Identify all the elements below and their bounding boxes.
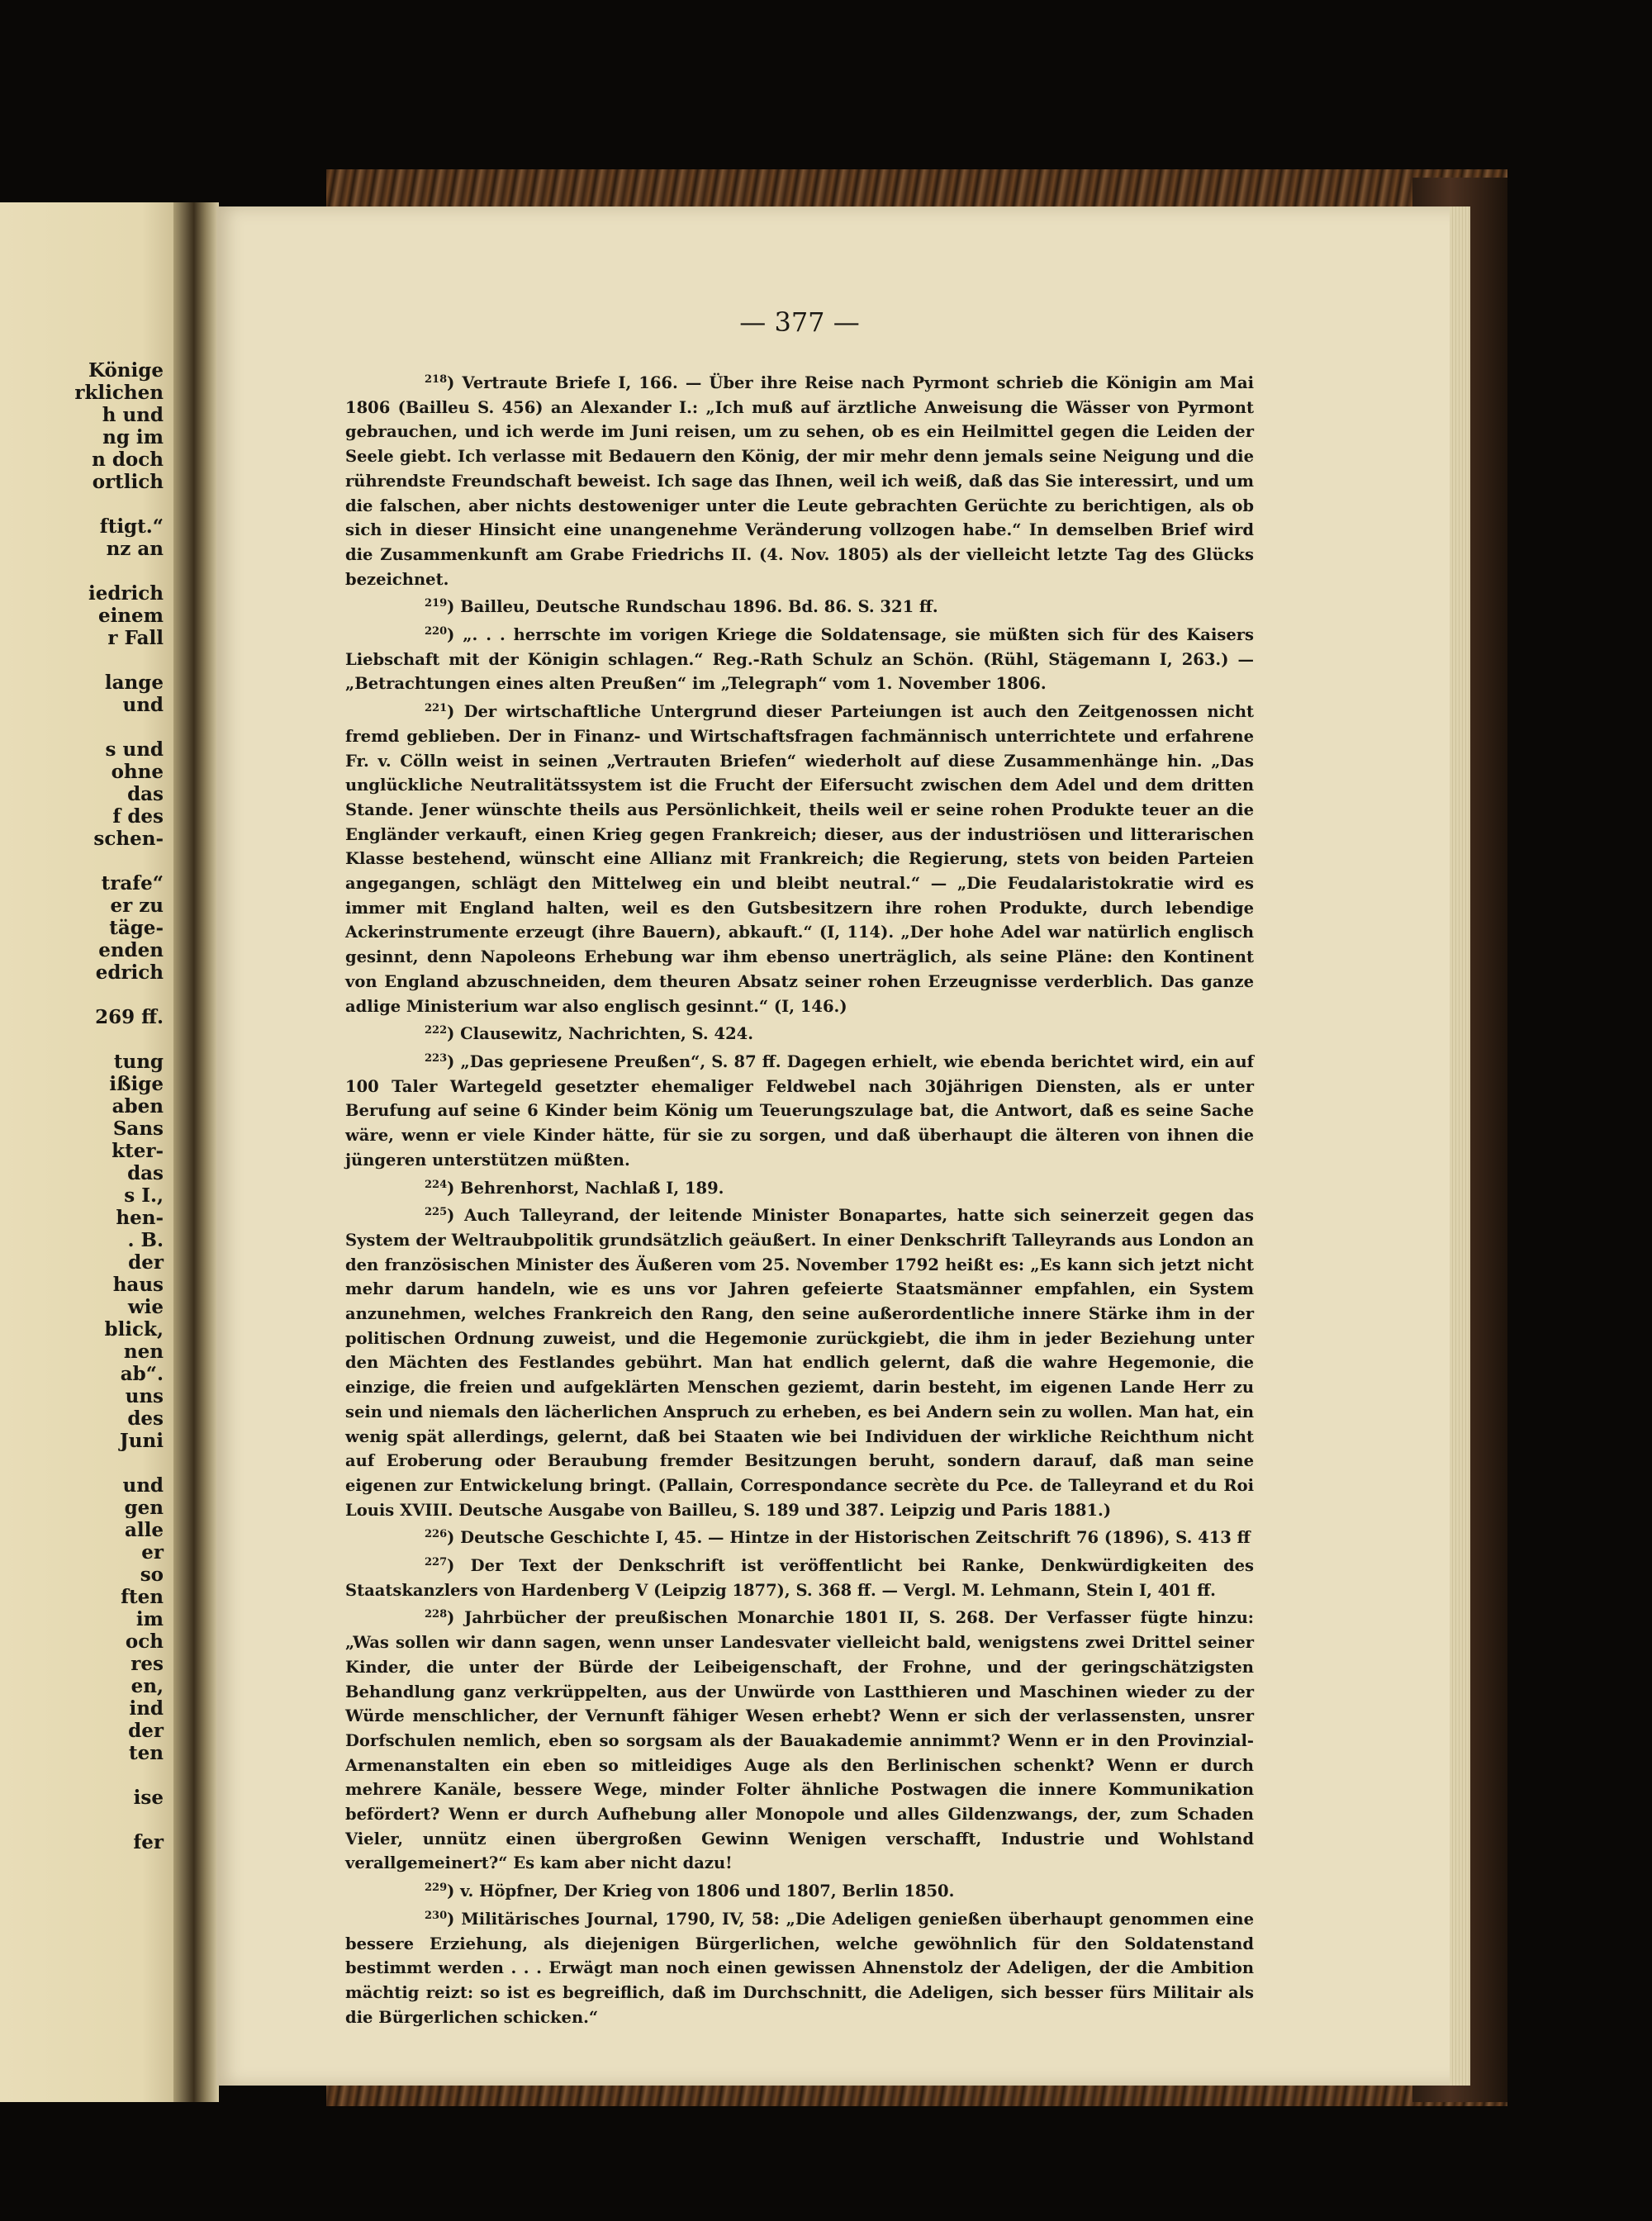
footnote-text: v. Höpfner, Der Krieg von 1806 und 1807, Berlin 1850. [460, 1882, 955, 1901]
footnote-number: 225 [425, 1206, 448, 1219]
page-content [345, 301, 1254, 2029]
left-page-line: Könige [88, 359, 164, 382]
left-page-line: f des [112, 805, 164, 828]
left-page-line: ab“. [120, 1363, 164, 1385]
left-page-line: ißige [109, 1073, 164, 1095]
left-page-line [0, 1452, 164, 1474]
left-page-line: fer [133, 1831, 164, 1853]
footnote-text: Vertraute Briefe I, 166. — Über ihre Reise nach Pyrmont schrieb die Königin am Mai 1806 (Bailleu S. 456) an Alexander I.: „Ich muß auf ärztliche Anweisung die Wässer von Pyrmont gebrauchen, und ich werde im Juni reisen, um zu sehen, ob es ein Heilmittel gegen die Leiden der Seele giebt. Ich verlasse mit Bedauern den König, der mir mehr denn jemals seine Neigung und die rührendste Freundschaft beweist. Ich sage das Ihnen, weil ich weiß, daß das Sie interessirt, und um die falschen, aber nichts destoweniger unter die Leute gebrachten Gerüchte zu berichtigen, als ob sich in dieser Hinsicht eine unangenehme Veränderung vollzogen habe.“ In demselben Brief wird die Zusammenkunft am Grabe Friedrichs II. (4. Nov. 1805) als der vielleicht letzte Tag des Glücks bezeichnet. [345, 373, 1255, 589]
left-page-line: tung [113, 1051, 164, 1073]
left-page-line: hen- [116, 1207, 164, 1229]
left-page-line: rklichen [74, 382, 164, 404]
footnote-number: 227 [425, 1556, 448, 1569]
left-page-line: das [127, 1162, 164, 1184]
footnote-230 [345, 1904, 1254, 2030]
footnote-marker: ) [447, 625, 463, 645]
left-page-line: iedrich [88, 582, 164, 605]
footnote-221 [345, 696, 1254, 1018]
footnote-219 [345, 591, 1254, 619]
left-page-line: und [122, 1474, 164, 1497]
left-page-line: täge- [109, 917, 164, 939]
left-page-line: kter- [112, 1140, 164, 1162]
left-page-line: uns [125, 1385, 164, 1407]
left-page-line: en, [131, 1675, 164, 1697]
left-page-line [0, 493, 164, 515]
left-page-line [0, 1028, 164, 1051]
footnote-number: 219 [425, 597, 448, 610]
footnote-number: 224 [425, 1178, 448, 1191]
left-page-line [0, 716, 164, 738]
footnote-text: Der Text der Denkschrift ist veröffentlicht bei Ranke, Denkwürdigkeiten des Staatskanzlers von Hardenberg V (Leipzig 1877), S. 368 ff. — Vergl. M. Lehmann, Stein I, 401 ff. [345, 1556, 1255, 1600]
left-page-line: ortlich [92, 471, 164, 493]
footnote-220 [345, 619, 1254, 696]
footnote-marker: ) [447, 1608, 465, 1628]
footnote-marker: ) [447, 1206, 464, 1226]
left-page-line: ind [129, 1697, 164, 1720]
left-page-line: einem [97, 605, 164, 627]
footnote-number: 230 [425, 1909, 448, 1922]
book-gutter [173, 202, 219, 2102]
left-page-line: res [131, 1653, 164, 1675]
footnote-number: 220 [425, 625, 448, 638]
footnote-marker: ) [447, 1909, 462, 1929]
left-page-line: alle [124, 1519, 164, 1541]
footnote-number: 228 [425, 1608, 448, 1621]
left-page-line: . B. [127, 1229, 164, 1251]
left-page-line: aben [112, 1095, 164, 1118]
footnote-227 [345, 1550, 1254, 1602]
left-page-line: ftigt.“ [99, 515, 164, 538]
left-page-line: wie [127, 1296, 164, 1318]
footnote-229 [345, 1876, 1254, 1904]
left-page-line: blick, [104, 1318, 164, 1341]
footnote-number: 222 [425, 1024, 448, 1037]
left-page-line: schen- [93, 828, 164, 850]
footnote-marker: ) [447, 1556, 471, 1576]
left-page-line: nen [123, 1341, 164, 1363]
left-page-line: haus [112, 1274, 164, 1296]
left-page-line: der [128, 1720, 164, 1742]
left-page-line: im [135, 1608, 164, 1630]
footnote-marker: ) [447, 1024, 461, 1044]
footnote-228 [345, 1602, 1254, 1876]
left-page-line: lange [104, 672, 164, 694]
left-page-line: edrich [95, 961, 164, 984]
left-page [0, 202, 178, 2102]
left-page-line: r Fall [107, 627, 164, 649]
footnote-222 [345, 1018, 1254, 1046]
left-page-line: der [128, 1251, 164, 1274]
footnote-text: Behrenhorst, Nachlaß I, 189. [460, 1178, 724, 1198]
footnote-marker: ) [447, 1528, 461, 1548]
left-page-line: ise [133, 1787, 164, 1809]
footnote-text: Clausewitz, Nachrichten, S. 424. [460, 1024, 754, 1044]
left-page-line: gen [124, 1497, 164, 1519]
left-page-line: ng im [102, 426, 164, 448]
left-page-line [0, 1764, 164, 1787]
footnote-text: Bailleu, Deutsche Rundschau 1896. Bd. 86. S. 321 ff. [460, 597, 938, 617]
footnote-marker: ) [447, 702, 464, 722]
left-page-line: ften [121, 1586, 164, 1608]
footnote-marker: ) [447, 1178, 461, 1198]
footnote-number: 223 [425, 1051, 448, 1065]
left-page-line: s I., [124, 1184, 164, 1207]
left-page-line: er zu [110, 895, 164, 917]
page-edges [1450, 206, 1470, 2086]
left-page-line: n doch [92, 448, 164, 471]
footnote-number: 229 [425, 1882, 448, 1895]
footnotes [345, 368, 1254, 2029]
left-page-line [0, 984, 164, 1006]
footnote-number: 221 [425, 702, 448, 715]
footnote-224 [345, 1173, 1254, 1201]
left-page-line: das [127, 783, 164, 805]
footnote-text: „. . . herrschte im vorigen Kriege die Soldatensage, sie müßten sich für des Kaisers Liebschaft mit der Königin schlagen.“ Reg.-Rath Schulz an Schön. (Rühl, Stägemann I, 263.) — „Betrachtungen eines alten Preußen“ im „Telegraph“ vom 1. November 1806. [345, 625, 1254, 694]
footnote-marker: ) [447, 373, 463, 392]
left-page-line [0, 649, 164, 672]
footnote-225 [345, 1200, 1254, 1522]
footnote-number: 218 [425, 373, 448, 386]
left-page-line: Sans [112, 1118, 164, 1140]
footnote-218 [345, 368, 1254, 591]
footnote-marker: ) [447, 597, 461, 617]
left-page-line [0, 850, 164, 872]
left-page-line: h und [102, 404, 164, 426]
left-page-line [0, 1809, 164, 1831]
left-page-line: och [125, 1630, 164, 1653]
left-page-line: ohne [111, 761, 164, 783]
left-page-line: enden [98, 939, 164, 961]
footnote-marker: ) [447, 1051, 461, 1071]
footnote-text: Der wirtschaftliche Untergrund dieser Parteiungen ist auch den Zeitgenossen nicht fremd geblieben. Der in Finanz- und Wirtschaftsfragen fachmännisch unterrichtete und erfahrene Fr. v. Cölln weist in seinen „Vertrauten Briefen“ wiederholt auf diese Zusammenhänge hin. „Das unglückliche Neutralitätssystem ist die Frucht der Eifersucht zwischen dem Adel und dem dritten Stande. Jener wünschte theils aus Persönlichkeit, theils weil er seine rohen Produkte teuer an die Engländer verkauft, einen Krieg gegen Frankreich; dieser, aus der industriösen und litterarischen Klasse bestehend, wünscht eine Allianz mit Frankreich; die Regierung, stets von beiden Parteien angegangen, schlägt den Mittelweg ein und bleibt neutral.“ — „Die Feudalaristokratie wird es immer mit England halten, weil es den Gutsbesitzern ihre rohen Produkte, durch lebendige Ackerinstrumente erzeugt (ihre Bauern), abkauft.“ (I, 114). „Der hohe Adel war natürlich englisch gesinnt, denn Napoleons Erhebung war ihm ebenso unerträglich, als seine Pläne: den Kontinent von England abzuschneiden, dem theuren Absatz seiner rohen Erzeugnisse verderblich. Das ganze adlige Ministerium war also englisch gesinnt.“ (I, 146.) [345, 702, 1255, 1016]
footnote-223 [345, 1046, 1254, 1173]
footnote-text: Jahrbücher der preußischen Monarchie 1801 II, S. 268. Der Verfasser fügte hinzu: „Was sollen wir dann sagen, wenn unser Landesvater vielleicht bald, wenigstens zwei Drittel seiner Kinder, die unter der Bürde der Leibeigenschaft, der Frohne, und der geringschätzigsten Behandlung ganz verkrüppelten, aus der Unwürde von Lastthieren und Maschinen wieder zu der Würde menschlicher, der Vernunft fähiger Wesen erhebt? Wenn er sich der verlassensten, unsrer Dorfschulen nemlich, eben so sorgsam als der Bauakademie annimmt? Wenn er in den Provinzial-Armenanstalten ein eben so mitleidiges Auge als den Berlinischen schenkt? Wenn er durch mehrere Kanäle, bessere Wege, minder Folter ähnliche Postwagen die innere Kommunikation befördert? Wenn er durch Aufhebung aller Monopole und alles Gildenzwangs, der, zum Schaden Vieler, unnütz einen übergroßen Gewinn Wenigen verschafft, Industrie und Wohlstand verallgemeinert?“ Es kam aber nicht dazu! [345, 1608, 1254, 1873]
left-page-line: nz an [106, 538, 164, 560]
footnote-marker: ) [447, 1882, 461, 1901]
left-page-line [0, 560, 164, 582]
left-page-line: ten [129, 1742, 164, 1764]
left-page-line: trafe“ [101, 872, 164, 895]
footnote-text: Auch Talleyrand, der leitende Minister Bonapartes, hatte sich seinerzeit gegen das System der Weltraubpolitik grundsätzlich geäußert. In einer Denkschrift Talleyrands aus London an den französischen Minister des Äußeren vom 25. November 1792 heißt es: „Es kann sich jetzt nicht mehr darum handeln, wie es uns vor Jahren gefeierte Staatsmänner empfahlen, ein System anzunehmen, welches Frankreich den Rang, den seine außerordentliche innere Stärke ihm in der politischen Ordnung zuweist, und die Hegemonie zurückgiebt, die ihm in jeder Beziehung unter den Mächten des Festlandes gebührt. Man hat endlich gelernt, daß die wahre Hegemonie, die einzige, die freien und aufgeklärten Menschen geziemt, darin besteht, im eigenen Lande Herr zu sein und niemals den lächerlichen Anspruch zu erheben, es bei Andern sein zu wollen. Man hat, ein wenig spät allerdings, gelernt, daß bei Staaten wie bei Individuen der wirkliche Reichthum nicht auf Eroberung oder Beraubung fremder Besitzungen beruht, sondern darauf, daß man seine eigenen zur Entwickelung bringt. (Pallain, Correspondance secrète du Pce. de Talleyrand et du Roi Louis XVIII. Deutsche Ausgabe von Bailleu, S. 189 und 387. Leipzig und Paris 1881.) [345, 1206, 1255, 1520]
page-number: — 377 — [739, 306, 860, 338]
left-page-text [0, 359, 164, 1853]
left-page-line: Juni [119, 1430, 164, 1452]
left-page-line: so [140, 1564, 164, 1586]
footnote-text: Deutsche Geschichte I, 45. — Hintze in der Historischen Zeitschrift 76 (1896), S. 413 ff [460, 1528, 1251, 1548]
left-page-line: s und [105, 738, 164, 761]
footnote-number: 226 [425, 1528, 448, 1541]
footnote-226 [345, 1522, 1254, 1550]
left-page-line: und [122, 694, 164, 716]
footnote-text: Militärisches Journal, 1790, IV, 58: „Die Adeligen genießen überhaupt genommen eine bessere Erziehung, als diejenigen Bürgerlichen, welche gewöhnlich für den Soldatenstand bestimmt werden . . . Erwägt man noch einen gewissen Ahnenstolz der Adeligen, der die Ambition mächtig reizt: so ist es begreiflich, daß im Durchschnitt, die Adeligen, sich besser fürs Militair als die Bürgerlichen schicken.“ [345, 1909, 1254, 2027]
left-page-line: er [141, 1541, 164, 1564]
left-page-line: des [127, 1407, 164, 1430]
left-page-line: 269 ff. [95, 1006, 164, 1028]
footnote-text: „Das gepriesene Preußen“, S. 87 ff. Dagegen erhielt, wie ebenda berichtet wird, ein auf 100 Taler Wartegeld gesetzter ehemaliger Feldwebel nach 30jährigen Diensten, als er unter Berufung auf seine 6 Kinder beim König um Teuerungszulage bat, die Antwort, daß es seine Sache wäre, wenn er viele Kinder hätte, für sie zu sorgen, und daß überhaupt die älteren von ihnen die jüngeren unterstützen müßten. [345, 1051, 1255, 1170]
